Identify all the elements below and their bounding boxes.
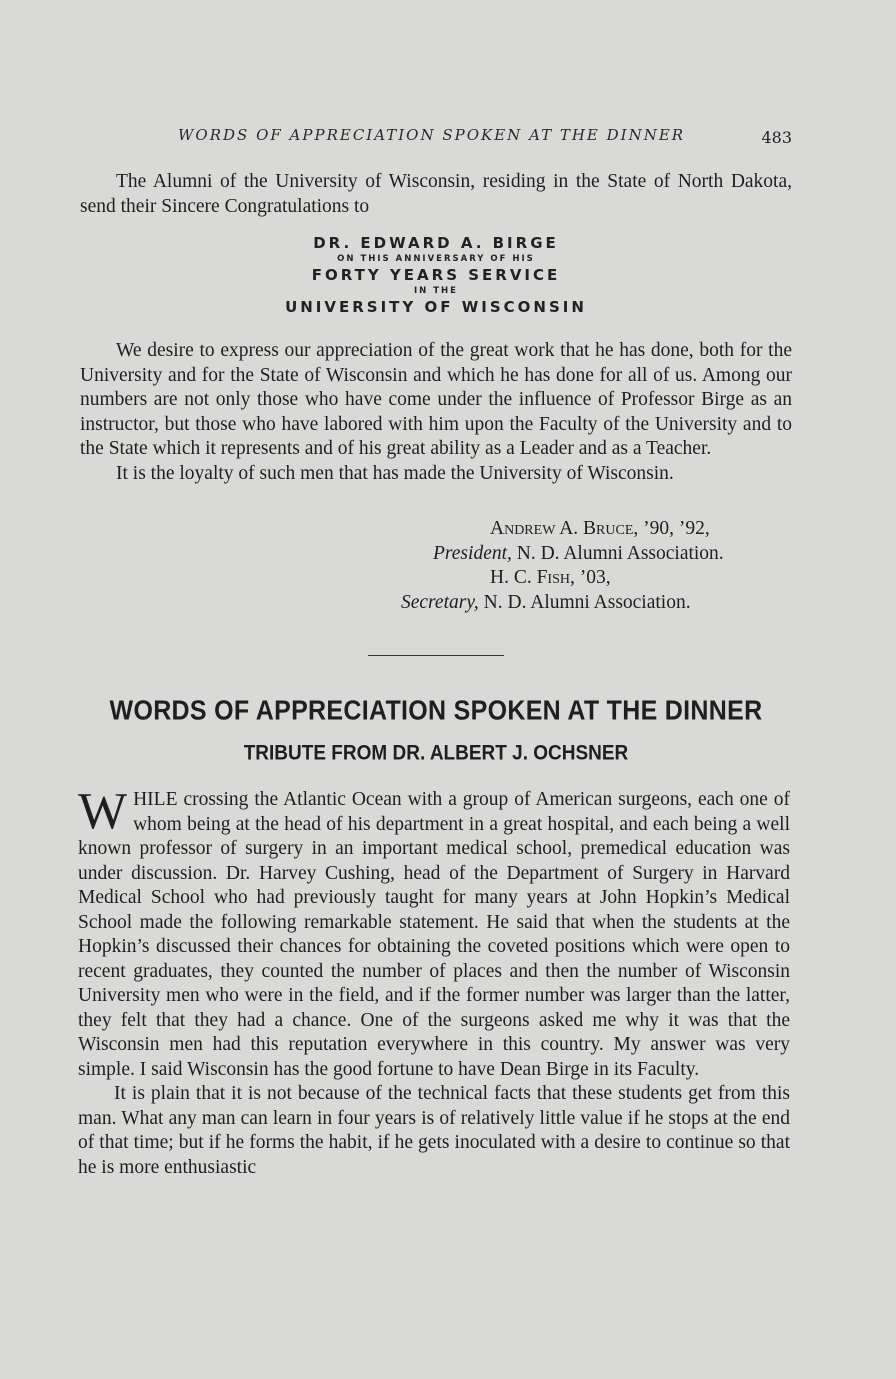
signer-title (433, 542, 724, 567)
tribute-paragraph-text: HILE crossing the Atlantic Ocean with a group of American surgeons, each one of whom being at the head of his department in a great hospital, and each being a well known professor of surgery in an important medical school, premedical education was under discussion. Dr. Harvey Cushing, head of the Department of Surgery in Harvard Medical School who had previously taught for many years at John Hopkin’s Medical School made the following remarkable statement. He said that when the students at the Hopkin’s discussed their chances for obtaining the coveted positions which were open to recent graduates, they counted the number of places and then the number of Wisconsin University men who were in the field, and if the former number was larger than the latter, they felt that they had a chance. One of the surgeons asked me why it was that the Wisconsin men had this reputation everywhere in this country. My answer was very simple. I said Wisconsin has the good fortune to have Dean Birge in its Faculty. (78, 789, 790, 1080)
tribute-body (78, 783, 790, 1180)
signature-line (80, 517, 792, 542)
banner-line-university: UNIVERSITY OF WISCONSIN (285, 298, 587, 316)
tribute-paragraph: It is plain that it is not because of the technical facts that these students get from this man. What any man can learn in four years is of relatively little value if he stops at the end of that time; but if he forms the habit, if he gets inoculated with a desire to continue so that he is more enthusiastic (78, 1083, 790, 1178)
dedication-banner (80, 234, 792, 317)
section-title: WORDS OF APPRECIATION SPOKEN AT THE DINNER (109, 695, 763, 727)
signer-years: ’03, (579, 567, 611, 588)
tribute-paragraph (78, 783, 790, 1082)
signer-org: N. D. Alumni Association. (483, 591, 691, 613)
section-subtitle: TRIBUTE FROM DR. ALBERT J. OCHSNER (243, 741, 629, 765)
signer-name (490, 566, 611, 591)
banner-line-anniversary: ON THIS ANNIVERSARY OF HIS (337, 254, 535, 264)
page-number: 483 (761, 128, 792, 147)
signer-org: N. D. Alumni Association. (516, 542, 724, 564)
banner-line-service: FORTY YEARS SERVICE (311, 266, 561, 284)
signature-line (80, 542, 792, 567)
drop-cap: W (78, 783, 128, 840)
signer-role: President, (433, 542, 512, 564)
letter-paragraph: We desire to express our appreciation of the great work that he has done, both for the University and for the State of Wisconsin and which he has done for all of us. Among our numbers are not only those who have come under the influence of Professor Birge as an instructor, but those who have labored with him upon the Faculty of the University and to the State which it represents and of his great ability as a Leader and as a Teacher. (80, 340, 792, 459)
section-divider (368, 655, 504, 656)
banner-name: DR. EDWARD A. BIRGE (313, 234, 559, 252)
letter-body (80, 339, 792, 486)
signer-name (490, 517, 710, 542)
letter-paragraph: It is the loyalty of such men that has made the University of Wisconsin. (116, 462, 674, 484)
signer-years: ’90, ’92, (643, 518, 710, 539)
signer-role: Secretary, (401, 591, 479, 613)
signature-line (80, 591, 792, 616)
signature-line (80, 566, 792, 591)
banner-line-in-the: IN THE (414, 286, 458, 296)
running-head-title: WORDS OF APPRECIATION SPOKEN AT THE DINNER (178, 126, 686, 144)
signature-block (80, 517, 792, 615)
running-head (78, 126, 794, 150)
intro-paragraph: The Alumni of the University of Wisconsin, residing in the State of North Dakota, send their Sincere Congratulations to (80, 171, 792, 217)
signer-name-text: H. C. Fish, (490, 567, 575, 588)
signer-title (401, 591, 691, 616)
signer-name-text: Andrew A. Bruce, (490, 518, 639, 539)
